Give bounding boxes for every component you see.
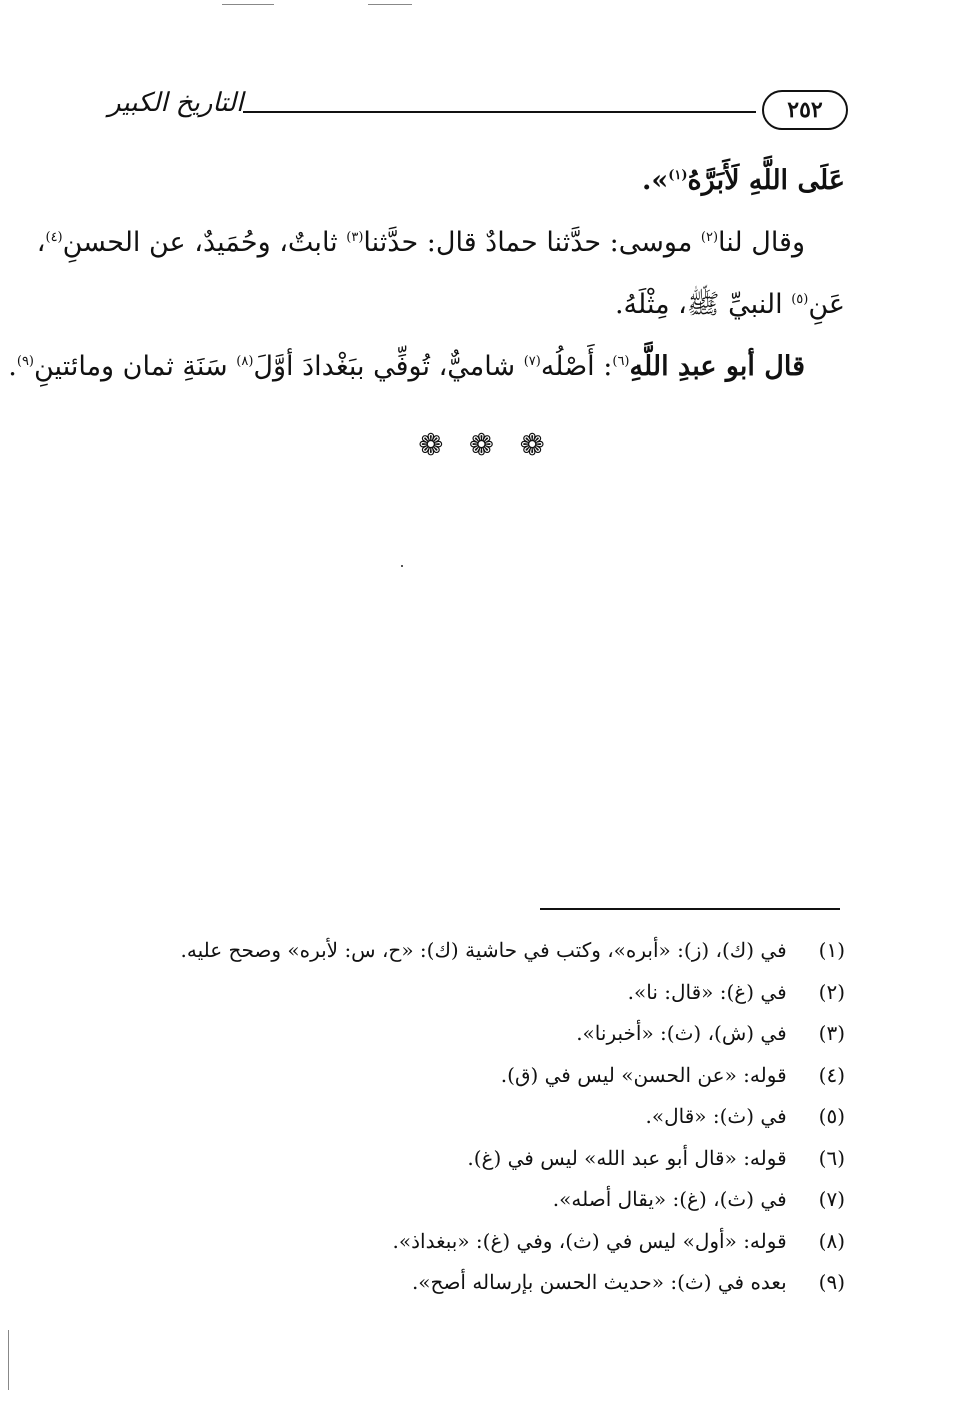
footnote-ref-3: (٣) (346, 230, 364, 245)
footnote-3 (150, 1013, 845, 1055)
footnote-number: (٤) (818, 1062, 845, 1087)
footnote-number: (٦) (818, 1145, 845, 1170)
main-text (8, 150, 845, 398)
footnote-ref-2: (٢) (700, 230, 719, 245)
footnote-ref-4: (٤) (45, 230, 63, 245)
footnote-4 (150, 1055, 845, 1097)
text-span: ثابتٌ، وحُمَيدٌ، عن الحسنِ (62, 227, 347, 258)
author-name: قال أبو عبدِ اللَّهِ (629, 351, 805, 382)
text-line-1 (125, 150, 845, 212)
text-line-2 (36, 212, 845, 274)
footnote-number: (٨) (818, 1228, 845, 1253)
footnote-number: (٧) (818, 1187, 845, 1211)
footnote-text: في (ث): «قال». (645, 1104, 787, 1128)
footnote-number: (٥) (818, 1104, 845, 1128)
scan-mark-left-edge (8, 1330, 9, 1390)
page-number: ٢٥٢ (762, 90, 848, 130)
scan-mark-top-left (222, 4, 274, 5)
section-ornament: ❁ ❁ ❁ (418, 428, 553, 463)
footnote-number: (٩) (818, 1270, 845, 1294)
footnote-ref-1: (١) (668, 168, 688, 183)
text-line-4 (8, 336, 845, 398)
text-span: ، (36, 227, 46, 258)
text-span: شاميٌّ، تُوفِّي ببَغْدادَ أوَّلَ (253, 351, 524, 382)
footnote-7 (150, 1179, 845, 1221)
quote-end: ». (641, 165, 669, 196)
text-span: : أَصْلُه (540, 351, 613, 382)
footnote-text: في (ث)، (غ): «يقال أصله». (552, 1187, 787, 1211)
footnote-ref-5: (٥) (791, 292, 809, 307)
footnote-separator (540, 908, 840, 910)
text-span: سَنَةِ ثمان ومائتينِ (34, 351, 237, 382)
text-span: وقال لنا (718, 227, 805, 258)
scan-speck (401, 565, 403, 567)
header-rule (243, 111, 756, 113)
footnote-ref-6: (٦) (612, 354, 630, 369)
footnote-number: (٣) (818, 1021, 845, 1045)
quote-fragment: عَلَى اللَّهِ لَأَبَرَّهُ (687, 165, 845, 196)
footnote-ref-7: (٧) (523, 354, 541, 369)
text-span: عَنِ (808, 289, 845, 320)
footnote-2 (150, 972, 845, 1014)
footnote-text: في (ك)، (ز): «أبره»، وكتب في حاشية (ك): «ح، س: لأبره» وصحح عليه. (180, 938, 787, 962)
footnote-6 (150, 1138, 845, 1180)
book-title: التاريخ الكبير (108, 88, 244, 118)
footnotes (150, 930, 845, 1304)
footnote-number: (١) (818, 938, 845, 962)
running-header (108, 90, 848, 130)
footnote-text: قوله: «عن الحسن» ليس في (ق). (500, 1062, 787, 1087)
scan-mark-top-right (368, 4, 412, 5)
footnote-text: في (ش)، (ث): «أخبرنا». (576, 1021, 787, 1045)
footnote-8 (150, 1221, 845, 1263)
text-line-3 (125, 274, 845, 336)
footnote-ref-8: (٨) (236, 354, 254, 369)
footnote-text: قوله: «أول» ليس في (ث)، وفي (غ): «ببغداذ». (392, 1228, 787, 1253)
text-span: موسى: حدَّثنا حمادٌ قال: حدَّثنا (363, 227, 701, 258)
text-span: . (8, 351, 17, 382)
footnote-number: (٢) (818, 979, 845, 1004)
footnote-text: بعده في (ث): «حديث الحسن بإرساله أصح». (411, 1270, 787, 1294)
footnote-text: في (غ): «قال: نا». (627, 979, 787, 1004)
footnote-text: قوله: «قال أبو عبد الله» ليس في (غ). (467, 1145, 787, 1170)
footnote-ref-9: (٩) (16, 354, 34, 369)
footnote-5 (150, 1096, 845, 1138)
text-span: النبيِّ ﷺ، مِثْلَهُ. (614, 289, 792, 320)
footnote-9 (150, 1262, 845, 1304)
footnote-1 (150, 930, 845, 972)
